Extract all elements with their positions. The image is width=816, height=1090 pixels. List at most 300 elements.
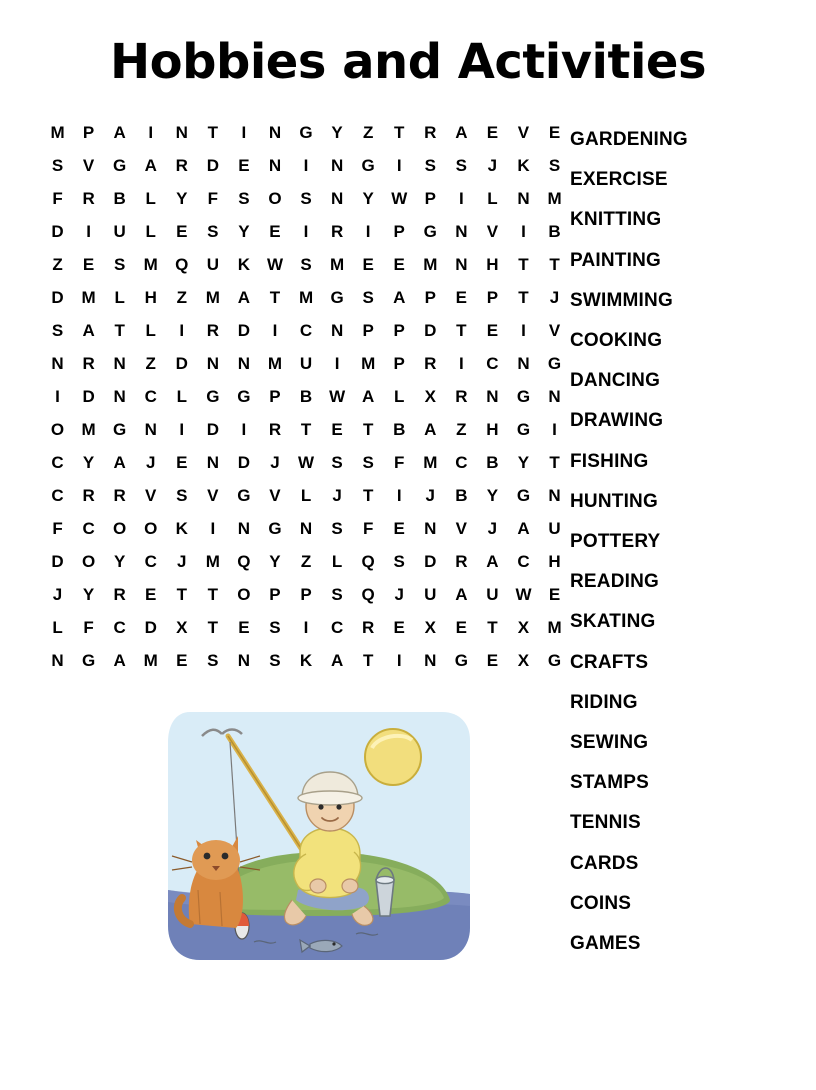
grid-cell: D [424, 551, 437, 571]
grid-cell: E [486, 122, 499, 142]
grid-cell: I [334, 353, 340, 373]
grid-cell: C [113, 617, 126, 637]
grid-cell: J [487, 518, 498, 538]
grid-cell: N [175, 122, 188, 142]
grid-cell: G [516, 386, 531, 406]
grid-row [42, 281, 570, 314]
grid-cell: H [144, 287, 157, 307]
grid-cell: A [393, 287, 406, 307]
grid-cell: G [330, 287, 344, 307]
grid-cell: N [268, 155, 282, 175]
grid-cell: I [396, 650, 402, 670]
grid-cell: M [50, 122, 65, 142]
grid-row [42, 314, 570, 347]
grid-cell: Y [82, 584, 95, 604]
grid-cell: Z [52, 254, 63, 274]
grid-cell: M [330, 254, 345, 274]
grid-cell: T [207, 122, 219, 142]
grid-cell: N [455, 254, 468, 274]
grid-cell: N [206, 353, 219, 373]
grid-cell: S [424, 155, 436, 175]
grid-cell: A [455, 122, 468, 142]
grid-cell: H [486, 419, 499, 439]
word-list-item: TENNIS [570, 812, 641, 834]
grid-cell: N [299, 518, 313, 538]
grid-cell: G [113, 155, 127, 175]
grid-cell: G [237, 386, 251, 406]
grid-cell: I [148, 122, 154, 142]
grid-cell: X [424, 386, 436, 406]
grid-cell: W [391, 188, 408, 208]
grid-cell: S [113, 254, 126, 274]
grid-cell: I [396, 155, 402, 175]
grid-cell: E [176, 650, 188, 670]
grid-cell: F [207, 188, 219, 208]
grid-cell: J [145, 452, 156, 472]
grid-cell: G [299, 122, 313, 142]
grid-cell: E [82, 254, 95, 274]
grid-cell: G [268, 518, 282, 538]
grid-cell: D [51, 221, 64, 241]
grid-cell: I [272, 320, 278, 340]
grid-cell: V [82, 155, 95, 175]
grid-cell: S [238, 188, 250, 208]
grid-cell: N [113, 353, 126, 373]
grid-cell: C [517, 551, 530, 571]
grid-row [42, 215, 570, 248]
grid-cell: S [269, 617, 281, 637]
grid-cell: T [518, 254, 529, 274]
grid-cell: E [145, 584, 157, 604]
grid-cell: G [361, 155, 375, 175]
grid-cell: C [51, 485, 64, 505]
grid-cell: N [455, 221, 468, 241]
grid-cell: T [300, 419, 312, 439]
grid-cell: X [517, 650, 530, 670]
grid-cell: A [113, 452, 126, 472]
grid-cell: M [205, 287, 220, 307]
grid-cell: I [86, 221, 91, 241]
word-list-item: POTTERY [570, 531, 661, 553]
grid-cell: R [268, 419, 282, 439]
grid-cell: A [330, 650, 344, 670]
grid-cell: E [238, 155, 250, 175]
grid-cell: L [331, 551, 343, 571]
word-list-item: DANCING [570, 370, 661, 392]
grid-cell: N [548, 485, 561, 505]
grid-cell: L [145, 320, 156, 340]
grid-cell: Z [362, 122, 374, 142]
grid-cell: T [362, 419, 374, 439]
grid-cell: B [393, 419, 406, 439]
grid-cell: X [176, 617, 188, 637]
grid-cell: N [144, 419, 157, 439]
grid-cell: J [332, 485, 342, 505]
grid-cell: S [362, 287, 374, 307]
grid-cell: N [51, 353, 64, 373]
letter-grid-column [0, 116, 570, 677]
grid-cell: L [176, 386, 187, 406]
grid-cell: T [487, 617, 498, 637]
grid-cell: A [144, 155, 157, 175]
grid-cell: R [82, 485, 95, 505]
grid-cell: I [303, 155, 309, 175]
grid-cell: S [207, 650, 219, 670]
grid-cell: A [113, 650, 126, 670]
grid-cell: P [362, 320, 374, 340]
grid-cell: I [521, 221, 526, 241]
grid-cell: Y [362, 188, 374, 208]
grid-cell: J [425, 485, 436, 505]
grid-cell: J [270, 452, 280, 472]
grid-cell: L [114, 287, 125, 307]
grid-cell: S [331, 518, 343, 538]
grid-cell: G [454, 650, 468, 670]
grid-cell: R [424, 353, 437, 373]
grid-cell: M [423, 254, 438, 274]
grid-cell: T [362, 650, 374, 670]
grid-cell: M [547, 188, 562, 208]
grid-cell: E [393, 518, 405, 538]
grid-cell: F [362, 518, 374, 538]
grid-cell: D [175, 353, 188, 373]
grid-cell: V [145, 485, 157, 505]
grid-cell: A [486, 551, 499, 571]
grid-cell: N [330, 188, 344, 208]
grid-cell: E [238, 617, 250, 637]
grid-cell: R [82, 353, 95, 373]
word-list-item: KNITTING [570, 209, 662, 231]
grid-cell: N [424, 518, 437, 538]
grid-cell: Q [361, 551, 375, 571]
grid-row [42, 248, 570, 281]
grid-cell: N [206, 452, 219, 472]
grid-cell: C [486, 353, 499, 373]
grid-cell: M [423, 452, 438, 472]
grid-row [42, 413, 570, 446]
grid-cell: B [113, 188, 126, 208]
grid-cell: Q [237, 551, 251, 571]
grid-cell: V [486, 221, 499, 241]
grid-cell: R [175, 155, 188, 175]
grid-cell: S [51, 155, 64, 175]
grid-cell: N [330, 320, 344, 340]
grid-cell: E [455, 617, 468, 637]
grid-cell: W [329, 386, 346, 406]
word-list-item: GARDENING [570, 129, 688, 150]
word-list-item: READING [570, 571, 660, 593]
grid-cell: L [300, 485, 312, 505]
grid-cell: B [548, 221, 561, 241]
grid-cell: N [237, 353, 251, 373]
grid-cell: E [393, 254, 405, 274]
grid-cell: B [299, 386, 313, 406]
grid-cell: V [548, 320, 561, 340]
grid-cell: T [207, 584, 219, 604]
grid-cell: L [52, 617, 63, 637]
word-list-item: HUNTING [570, 490, 658, 512]
grid-cell: O [113, 518, 127, 538]
grid-cell: D [51, 551, 64, 571]
grid-cell: Y [486, 485, 499, 505]
boy-fishing-with-cat-illustration [150, 694, 490, 984]
grid-cell: D [237, 320, 251, 340]
grid-cell: D [206, 419, 219, 439]
grid-row [42, 512, 570, 545]
grid-cell: L [487, 188, 498, 208]
grid-cell: L [394, 386, 405, 406]
grid-cell: A [82, 320, 95, 340]
grid-cell: K [237, 254, 251, 274]
grid-cell: O [268, 188, 282, 208]
grid-cell: G [237, 485, 251, 505]
grid-cell: C [144, 386, 157, 406]
grid-cell: T [456, 320, 467, 340]
grid-cell: D [424, 320, 437, 340]
grid-row [42, 446, 570, 479]
grid-cell: U [424, 584, 437, 604]
word-search-grid [42, 116, 570, 677]
grid-cell: P [486, 287, 499, 307]
grid-cell: E [331, 419, 343, 439]
grid-cell: S [331, 452, 343, 472]
grid-cell: P [269, 584, 281, 604]
grid-row [42, 545, 570, 578]
grid-cell: A [113, 122, 126, 142]
grid-row [42, 644, 570, 677]
grid-row [42, 479, 570, 512]
grid-cell: O [144, 518, 158, 538]
grid-cell: E [176, 221, 188, 241]
grid-cell: G [113, 419, 127, 439]
grid-cell: A [455, 584, 468, 604]
grid-cell: E [393, 617, 405, 637]
grid-cell: A [237, 287, 251, 307]
grid-cell: N [486, 386, 499, 406]
grid-cell: C [82, 518, 95, 538]
grid-cell: I [210, 518, 216, 538]
grid-cell: I [552, 419, 557, 439]
grid-cell: E [548, 584, 561, 604]
grid-cell: C [51, 452, 64, 472]
grid-cell: V [207, 485, 219, 505]
grid-cell: J [549, 287, 560, 307]
grid-cell: M [267, 353, 283, 373]
grid-cell: P [393, 353, 405, 373]
grid-cell: Y [517, 452, 530, 472]
grid-cell: I [521, 320, 526, 340]
grid-cell: I [365, 221, 371, 241]
grid-cell: S [548, 155, 561, 175]
grid-cell: R [455, 386, 468, 406]
grid-cell: R [113, 584, 126, 604]
grid-cell: S [300, 254, 312, 274]
grid-cell: T [394, 122, 405, 142]
grid-cell: R [455, 551, 468, 571]
grid-cell: J [394, 584, 404, 604]
grid-cell: N [548, 386, 561, 406]
grid-cell: R [206, 320, 219, 340]
grid-cell: E [548, 122, 561, 142]
word-list-item: FISHING [570, 450, 649, 472]
grid-cell: X [517, 617, 530, 637]
grid-cell: I [55, 386, 60, 406]
grid-cell: P [424, 287, 436, 307]
grid-row [42, 611, 570, 644]
grid-cell: E [486, 320, 499, 340]
grid-cell: N [517, 188, 530, 208]
grid-row [42, 347, 570, 380]
grid-cell: V [455, 518, 468, 538]
grid-cell: A [517, 518, 530, 538]
grid-cell: D [51, 287, 64, 307]
grid-cell: S [331, 584, 343, 604]
grid-cell: T [207, 617, 219, 637]
grid-cell: S [455, 155, 468, 175]
grid-cell: I [179, 320, 185, 340]
grid-cell: S [300, 188, 312, 208]
grid-cell: L [145, 221, 156, 241]
grid-cell: V [517, 122, 530, 142]
word-list-item: COOKING [570, 330, 663, 352]
word-list-item: STAMPS [570, 772, 649, 794]
word-list-item: RIDING [570, 691, 638, 713]
grid-cell: S [362, 452, 374, 472]
grid-cell: G [206, 386, 220, 406]
grid-cell: C [144, 551, 157, 571]
grid-cell: M [81, 419, 96, 439]
word-list-item: SEWING [570, 732, 649, 754]
grid-cell: T [362, 485, 374, 505]
grid-cell: L [145, 188, 156, 208]
grid-cell: M [81, 287, 96, 307]
grid-cell: P [393, 221, 405, 241]
grid-cell: H [548, 551, 561, 571]
grid-row [42, 182, 570, 215]
grid-cell: I [303, 617, 309, 637]
grid-cell: E [486, 650, 499, 670]
grid-cell: N [113, 386, 126, 406]
grid-cell: Y [269, 551, 281, 571]
grid-cell: C [330, 617, 344, 637]
grid-cell: J [52, 584, 63, 604]
grid-cell: G [423, 221, 437, 241]
grid-cell: Y [82, 452, 95, 472]
grid-cell: I [396, 485, 402, 505]
grid-cell: E [176, 452, 188, 472]
grid-cell: R [362, 617, 375, 637]
grid-cell: I [241, 419, 247, 439]
grid-cell: P [82, 122, 95, 142]
grid-cell: R [113, 485, 126, 505]
word-list-item: GAMES [570, 933, 641, 955]
grid-cell: S [176, 485, 188, 505]
grid-cell: G [81, 650, 96, 670]
grid-cell: Q [175, 254, 189, 274]
grid-cell: C [299, 320, 313, 340]
grid-cell: D [144, 617, 157, 637]
word-list-item: PAINTING [570, 249, 661, 271]
grid-cell: F [394, 452, 405, 472]
word-list-item: DRAWING [570, 410, 664, 432]
grid-cell: O [50, 419, 65, 439]
grid-cell: T [549, 452, 560, 472]
grid-cell: Z [300, 551, 312, 571]
grid-cell: K [175, 518, 188, 538]
grid-cell: Y [113, 551, 126, 571]
grid-cell: N [237, 518, 251, 538]
grid-row [42, 116, 570, 149]
grid-cell: K [299, 650, 313, 670]
grid-cell: U [113, 221, 126, 241]
grid-cell: W [298, 452, 315, 472]
grid-cell: H [486, 254, 499, 274]
grid-cell: U [299, 353, 313, 373]
grid-cell: A [424, 419, 437, 439]
grid-cell: N [517, 353, 530, 373]
grid-cell: R [424, 122, 437, 142]
grid-cell: E [269, 221, 281, 241]
grid-cell: O [237, 584, 251, 604]
grid-cell: E [455, 287, 468, 307]
grid-cell: R [330, 221, 344, 241]
grid-cell: S [269, 650, 281, 670]
grid-cell: N [237, 650, 251, 670]
grid-cell: S [51, 320, 64, 340]
word-list-item: EXERCISE [570, 169, 668, 191]
grid-cell: M [361, 353, 376, 373]
grid-cell: M [298, 287, 314, 307]
grid-cell: D [206, 155, 219, 175]
grid-cell: O [81, 551, 96, 571]
grid-cell: I [303, 221, 309, 241]
grid-cell: T [518, 287, 529, 307]
grid-cell: P [300, 584, 312, 604]
word-list-item: SKATING [570, 611, 656, 633]
grid-cell: X [424, 617, 436, 637]
grid-row [42, 380, 570, 413]
grid-cell: U [548, 518, 561, 538]
grid-cell: N [330, 155, 344, 175]
grid-cell: A [362, 386, 375, 406]
grid-cell: P [424, 188, 436, 208]
grid-cell: P [393, 320, 405, 340]
grid-cell: N [268, 122, 282, 142]
grid-cell: F [52, 518, 63, 538]
grid-cell: S [207, 221, 219, 241]
grid-cell: M [205, 551, 220, 571]
grid-cell: S [393, 551, 405, 571]
grid-cell: B [455, 485, 468, 505]
grid-cell: J [177, 551, 187, 571]
grid-cell: Q [361, 584, 375, 604]
grid-cell: T [549, 254, 560, 274]
grid-cell: V [269, 485, 281, 505]
grid-cell: Z [176, 287, 187, 307]
grid-cell: U [206, 254, 219, 274]
grid-cell: W [515, 584, 532, 604]
word-list-item: COINS [570, 892, 632, 914]
grid-cell: Z [145, 353, 156, 373]
grid-cell: G [516, 419, 531, 439]
grid-cell: F [83, 617, 94, 637]
grid-cell: M [143, 650, 158, 670]
grid-cell: G [547, 353, 562, 373]
grid-cell: T [269, 287, 281, 307]
grid-cell: Y [331, 122, 343, 142]
grid-cell: M [143, 254, 158, 274]
grid-cell: W [266, 254, 283, 274]
